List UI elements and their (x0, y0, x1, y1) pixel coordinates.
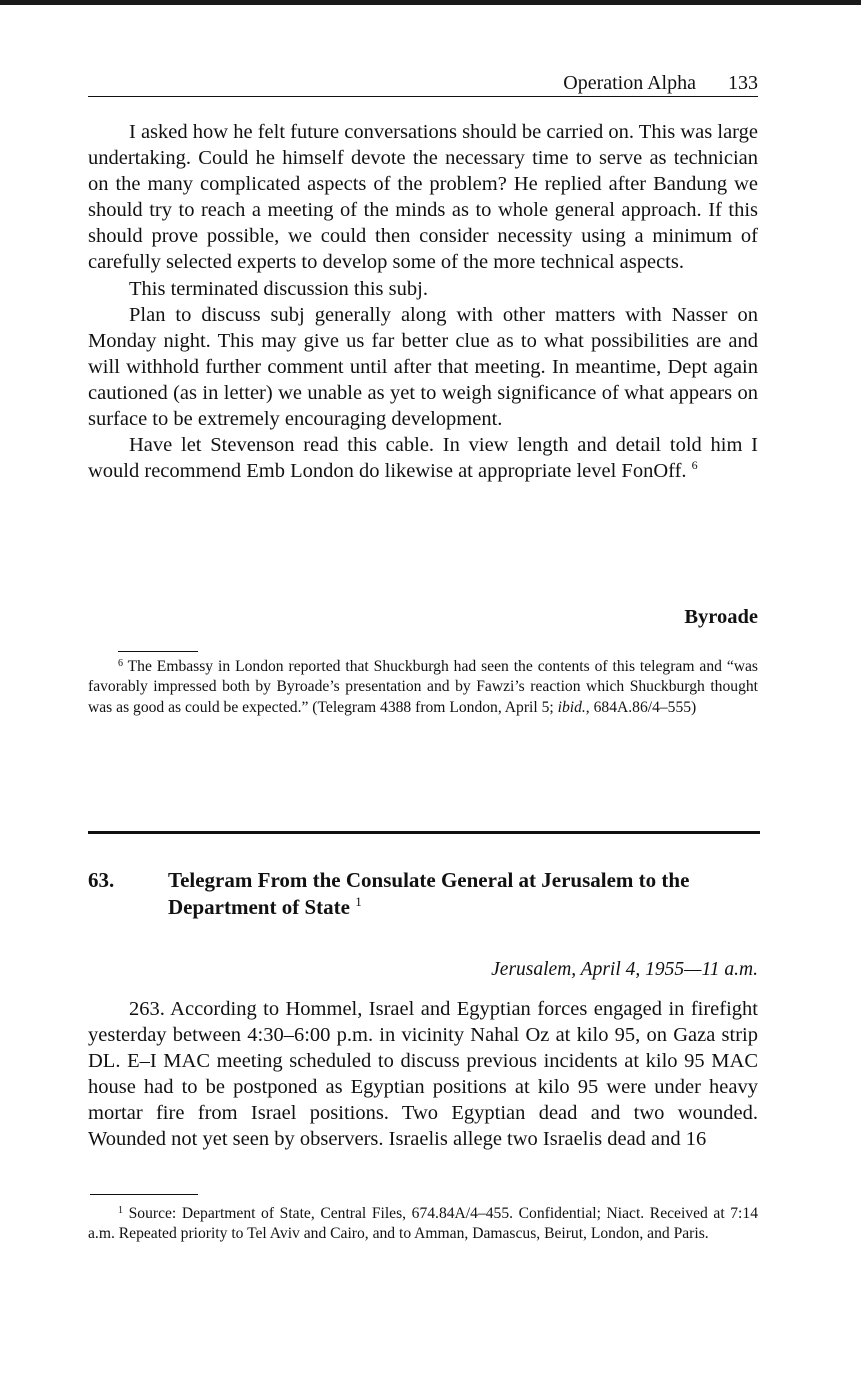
footnote-6 (88, 657, 758, 718)
paragraph: This terminated discussion this subj. (129, 277, 428, 300)
paragraph-text: Have let Stevenson read this cable. In view length and detail told him I would recommend Emb London do likewise at appropriate level FonOff. (88, 434, 758, 483)
footnote-text-end: , 684A.86/4–555) (585, 698, 697, 716)
document-title-text: Telegram From the Consulate General at Jerusalem to the Department of State (168, 868, 690, 919)
paragraph: 263. According to Hommel, Israel and Egyptian forces engaged in firefight yesterday between 4:30–6:00 p.m. in vicinity Nahal Oz at kilo 95, on Gaza strip DL. E–I MAC meeting scheduled to discuss previous incidents at kilo 95 MAC house had to be postponed as Egyptian positions at kilo 95 were under heavy mortar fire from Israel positions. Two Egyptian dead and two wounded. Wounded not yet seen by observers. Israelis allege two Israelis dead and 16 (88, 998, 758, 1151)
footnote-text: Source: Department of State, Central Files, 674.84A/4–455. Confidential; Niact. Received at 7:14 a.m. Repeated priority to Tel Aviv and Cairo, and to Amman, Damascus, Beirut, London, and Paris. (88, 1205, 758, 1243)
footnote-1 (88, 1204, 758, 1245)
footnote-text: The Embassy in London reported that Shuckburgh had seen the contents of this telegram and “was favorably impressed both by Byroade’s presentation and by Fawzi’s reaction which Shuckburgh thought was as good as could be expected.” (Telegram 4388 from London, April 5; (88, 658, 758, 716)
dateline: Jerusalem, April 4, 1955—11 a.m. (491, 959, 758, 980)
title-footnote-reference: 1 (355, 894, 362, 909)
footnote-marker: 1 (118, 1205, 123, 1216)
signature: Byroade (684, 606, 758, 628)
footnote-ibid: ibid. (557, 698, 586, 716)
footnote-rule (118, 651, 198, 652)
footnote-reference: 6 (691, 458, 698, 473)
paragraph (88, 432, 758, 484)
page-number: 133 (728, 72, 758, 94)
continuation-text (88, 119, 758, 484)
paragraph: Plan to discuss subj generally along with other matters with Nasser on Monday night. This may give us far better clue as to what possibilities are and will withhold further comment until after that meeting. In meantime, Dept again cautioned (as in letter) we unable as yet to weigh significance of what appears on surface to be extremely encouraging development. (88, 303, 758, 431)
document-title (168, 867, 760, 921)
paragraph: I asked how he felt future conversations should be carried on. This was large undertaking. Could he himself devote the necessary time to serve as technician on the many complicated aspects of the problem? He replied after Bandung we should try to reach a meeting of the minds as to whole general approach. If this should prove possible, we could then consider necessity using a minimum of carefully selected experts to develop some of the more technical aspects. (88, 121, 758, 274)
running-head-title: Operation Alpha (563, 72, 696, 94)
footnote-rule (90, 1194, 198, 1195)
document-body (88, 996, 758, 1153)
section-divider (88, 831, 760, 834)
scan-edge-bar (0, 0, 861, 5)
footnote-marker: 6 (118, 658, 123, 669)
document-number: 63. (88, 868, 115, 892)
running-head (88, 70, 758, 97)
